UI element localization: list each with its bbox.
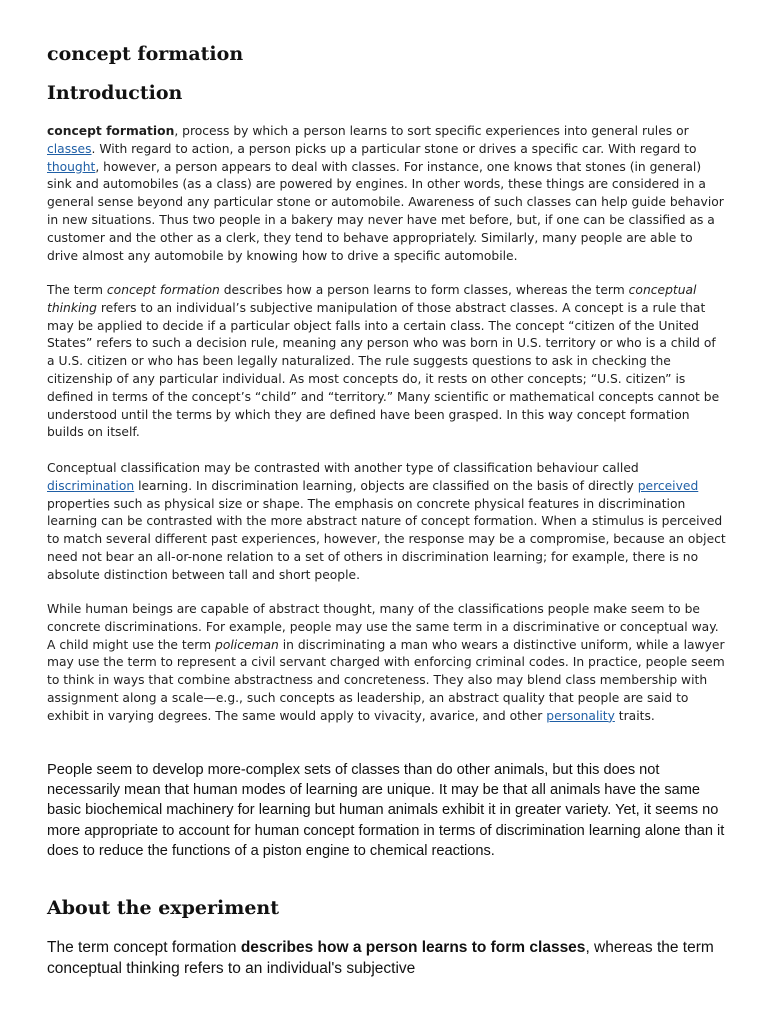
paragraph-definition: concept formation, process by which a person learns to sort specific experiences into general rules or classes. With regard to action, a person picks up a particular stone or drives a specific car. With regard to thought, however, a person appears to deal with classes. For instance, one knows that stones (in general) sink and automobiles (as a class) are powered by engines. In other words, these things are considered in a general sense beyond any particular stone or automobile. Awareness of such classes can help guide behavior in new situations. Thus two people in a bakery may never have met before, but, if one can be classified as a customer and the other as a clerk, they tend to behave appropriately. Similarly, many people are able to drive almost any automobile by knowing how to drive a specific automobile. — [47, 124, 724, 263]
link-personality[interactable]: personality — [546, 708, 615, 723]
heading-introduction: Introduction — [47, 82, 183, 104]
link-perceived[interactable]: perceived — [637, 478, 699, 493]
paragraph-discrimination: Conceptual classification may be contrasted with another type of classification behaviour called discrimination learning. In discrimination learning, objects are classified on the basis of directly perceived properties such as physical size or shape. The emphasis on concrete physical features in discrimination learning can be contrasted with the more abstract nature of concept formation. When a stimulus is perceived to match several different past experiences, however, the response may be a compromise, because an object need not bear an all-or-none relation to a set of others in discrimination learning; for example, there is no absolute distinction between tall and short people. — [47, 461, 726, 582]
paragraph-concept-rule: The term concept formation describes how a person learns to form classes, whereas the term conceptual thinking refers to an individual’s subjective manipulation of those abstract classes. A concept is a rule that may be applied to decide if a particular object falls into a certain class. The concept “citizen of the United States” refers to such a decision rule, meaning any person who was born in U.S. territory or who is a child of a U.S. citizen or who has been legally naturalized. The rule suggests questions to ask in checking the citizenship of any particular individual. As most concepts do, it rests on other concepts; “U.S. citizen” is defined in terms of the concept’s “child” and “territory.” Many scientific or mathematical concepts cannot be understood until the terms by which they are defined have been grasped. In this way concept formation builds on itself. — [47, 283, 720, 440]
paragraph-animals: People seem to develop more-complex sets of classes than do other animals, but this does not necessarily mean that human modes of learning are unique. It may be that all animals have the same basic biochemical machinery for learning but human animals exhibit it in greater variety. Yet, it seems no more appropriate to account for human concept formation in terms of discrimination learning alone than it does to reduce the functions of a piston engine to chemical reactions. — [47, 762, 725, 859]
link-thought[interactable]: thought — [47, 159, 96, 174]
link-discrimination[interactable]: discrimination — [47, 478, 135, 493]
term-bold: concept formation — [47, 124, 175, 138]
document-title: concept formation — [47, 43, 244, 65]
heading-about-experiment: About the experiment — [47, 897, 279, 919]
paragraph-abstract-thought: While human beings are capable of abstract thought, many of the classifications people make seem to be concrete discriminations. For example, people may use the same term in a discriminative or conceptual way. A child might use the term policeman in discriminating a man who wears a distinctive uniform, while a lawyer may use the term to represent a civil servant charged with enforcing criminal codes. In practice, people seem to think in ways that combine abstractness and concreteness. They also may blend class membership with assignment along a scale—e.g., such concepts as leadership, an abstract quality that people are said to exhibit in varying degrees. The same would apply to vivacity, avarice, and other personality traits. — [47, 602, 725, 723]
link-classes[interactable]: classes — [47, 141, 92, 156]
paragraph-experiment: The term concept formation describes how a person learns to form classes, whereas the term conceptual thinking refers to an individual's subjective — [47, 939, 714, 977]
